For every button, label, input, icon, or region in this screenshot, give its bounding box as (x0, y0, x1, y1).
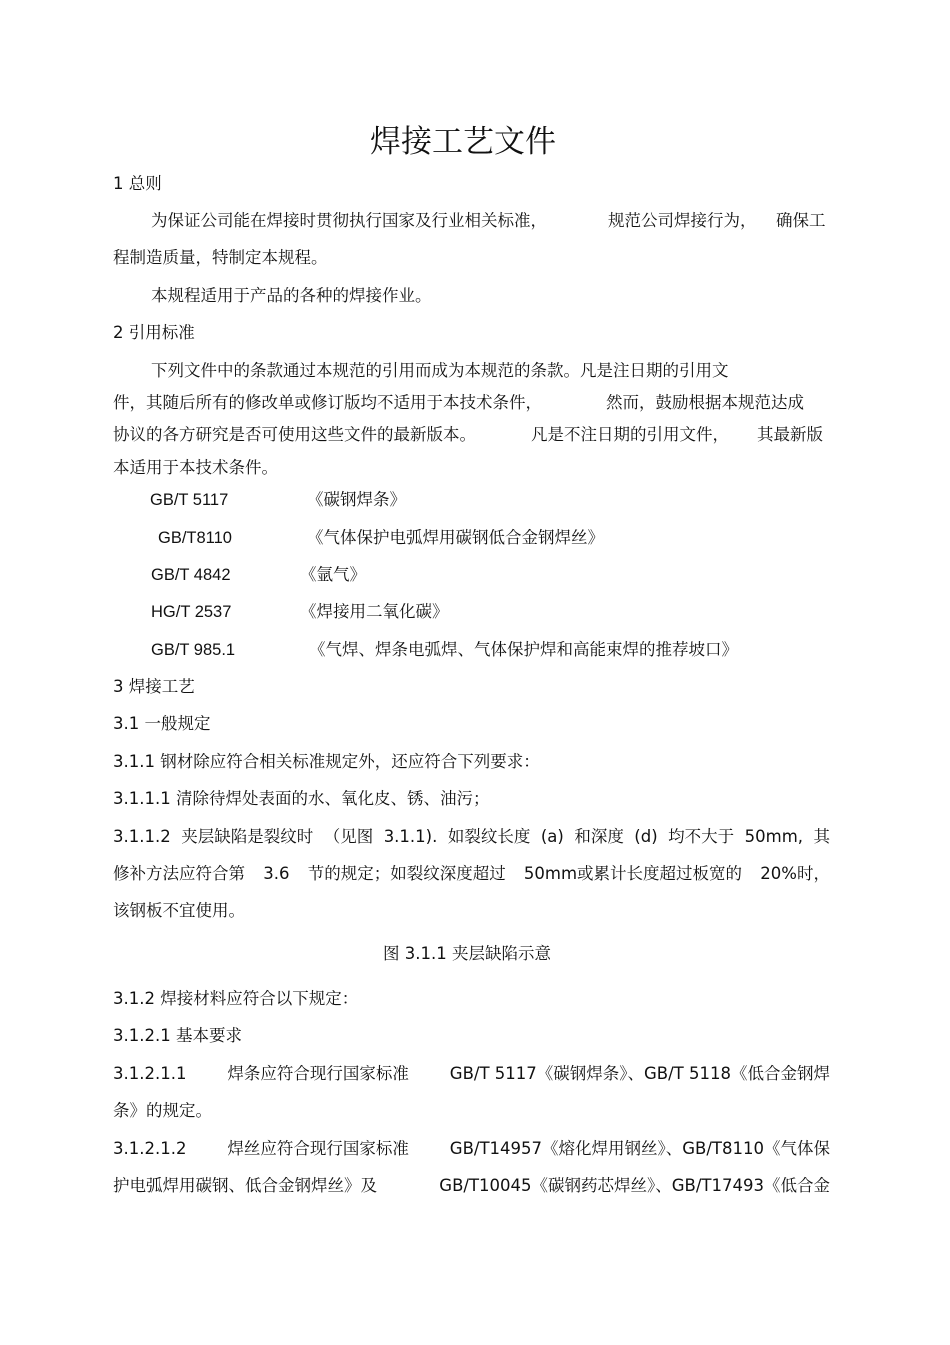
standard-name: 《焊接用二氧化碳》 (300, 602, 449, 621)
section-3-1-2-1-2-line-1 (113, 1138, 830, 1160)
text-run: 50mm, (744, 827, 804, 846)
section-2-para-line-3a: 协议的各方研究是否可使用这些文件的最新版本。 (113, 425, 476, 444)
text-run: GB/T14957《熔化焊用钢丝》、GB/T8110《气体保 (449, 1139, 830, 1158)
section-3-1-1-text: 3.1.1 钢材除应符合相关标准规定外，还应符合下列要求： (113, 752, 540, 771)
section-1-para-1-line-1c: 确保工 (776, 211, 826, 230)
standard-code: GB/T 4842 (151, 566, 231, 584)
section-3-1-1-2-line-1 (113, 826, 830, 848)
section-2-para-line-2b: 然而，鼓励根据本规范达成 (606, 393, 804, 412)
text-run: 和深度 (574, 827, 624, 846)
text-run: 3.1.1.2 (113, 827, 171, 846)
text-run: 其 (813, 827, 830, 846)
section-2-para-line-4: 本适用于本技术条件。 (113, 458, 278, 477)
standard-code: HG/T 2537 (151, 603, 232, 621)
section-3-1-2-text: 3.1.2 焊接材料应符合以下规定： (113, 989, 359, 1008)
section-1-para-1-line-1b: 规范公司焊接行为， (608, 211, 757, 230)
section-3-1-1-2-line-3: 该钢板不宜使用。 (113, 901, 245, 920)
section-1-para-1-line-1a: 为保证公司能在焊接时贯彻执行国家及行业相关标准， (151, 211, 547, 230)
text-run: GB/T 5117《碳钢焊条》、GB/T 5118《低合金钢焊 (449, 1064, 830, 1083)
section-3-1-1-2-line-2 (113, 863, 830, 885)
text-run: 焊条应符合现行国家标准 (227, 1064, 409, 1083)
text-run: (d) (634, 827, 658, 846)
text-run: GB/T10045《碳钢药芯焊丝》、GB/T17493《低合金 (439, 1176, 830, 1195)
section-3-1-1-1-text: 3.1.1.1 清除待焊处表面的水、氧化皮、锈、油污； (113, 789, 490, 808)
section-3-1-heading: 3.1 一般规定 (113, 714, 211, 733)
section-2-para-line-1: 下列文件中的条款通过本规范的引用而成为本规范的条款。凡是注日期的引用文 (151, 361, 729, 380)
section-3-1-2-1-1-line-1 (113, 1063, 830, 1085)
text-run: 夹层缺陷是裂纹时 (181, 827, 314, 846)
text-run: 3.1.1). (383, 827, 438, 846)
text-run: 修补方法应符合第 (113, 864, 245, 883)
text-run: （见图 (323, 827, 374, 846)
standard-code: GB/T8110 (158, 529, 232, 547)
section-3-1-2-1-1-line-2: 条》的规定。 (113, 1101, 212, 1120)
text-run: 均不大于 (668, 827, 735, 846)
text-run: 3.1.2.1.2 (113, 1139, 187, 1158)
section-1-heading: 1 总则 (113, 174, 162, 193)
section-2-para-line-3c: 其最新版 (757, 425, 823, 444)
section-1-para-2: 本规程适用于产品的各种的焊接作业。 (151, 286, 432, 305)
section-1-para-1-line-2: 程制造质量，特制定本规程。 (113, 248, 328, 267)
standard-name: 《氩气》 (300, 565, 366, 584)
section-2-para-line-3b: 凡是不注日期的引用文件， (531, 425, 729, 444)
section-2-para-line-2a: 件，其随后所有的修改单或修订版均不适用于本技术条件， (113, 393, 542, 412)
standard-code: GB/T 985.1 (151, 641, 236, 659)
standard-code: GB/T 5117 (150, 491, 229, 509)
standard-name: 《碳钢焊条》 (307, 490, 406, 509)
standard-name: 《气体保护电弧焊用碳钢低合金钢焊丝》 (307, 528, 604, 547)
figure-caption: 图 3.1.1 夹层缺陷示意 (383, 944, 551, 963)
text-run: 节的规定；如裂纹深度超过 (307, 864, 506, 883)
section-3-1-2-1-heading: 3.1.2.1 基本要求 (113, 1026, 242, 1045)
text-run: 3.1.2.1.1 (113, 1064, 187, 1083)
text-run: 如裂纹长度 (447, 827, 531, 846)
section-3-heading: 3 焊接工艺 (113, 677, 195, 696)
section-3-1-2-1-2-line-2 (113, 1175, 830, 1197)
text-run: 护电弧焊用碳钢、低合金钢焊丝》及 (113, 1176, 377, 1195)
standard-name: 《气焊、焊条电弧焊、气体保护焊和高能束焊的推荐坡口》 (309, 640, 738, 659)
section-2-heading: 2 引用标准 (113, 323, 195, 342)
text-run: 20%时， (760, 864, 830, 883)
document-title: 焊接工艺文件 (370, 124, 556, 160)
text-run: 3.6 (263, 864, 290, 883)
text-run: 焊丝应符合现行国家标准 (227, 1139, 409, 1158)
text-run: 50mm或累计长度超过板宽的 (523, 864, 743, 883)
text-run: (a) (540, 827, 564, 846)
